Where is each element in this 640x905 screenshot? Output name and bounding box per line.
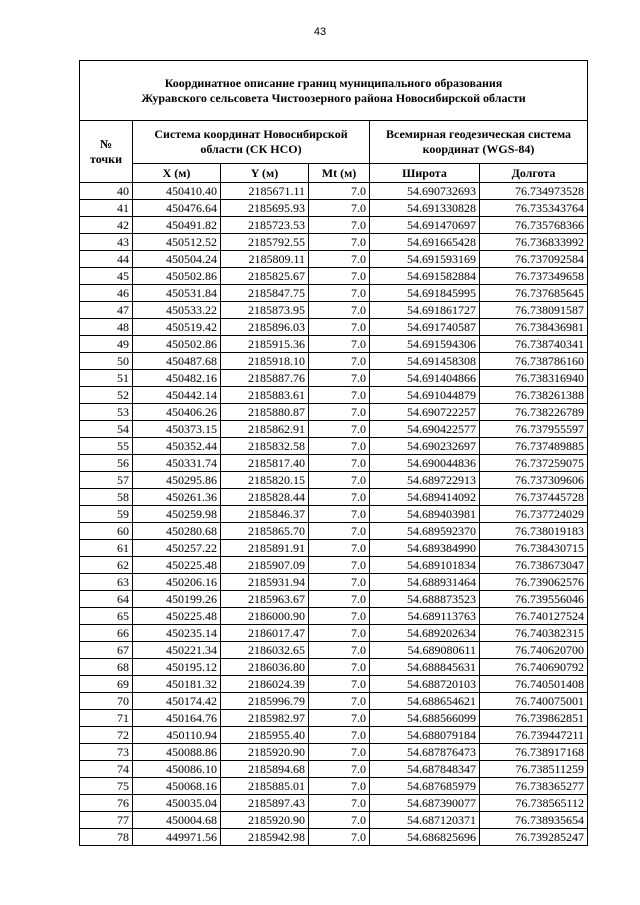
point-number-cell: 41 xyxy=(80,200,133,217)
x-cell: 450110.94 xyxy=(133,727,221,744)
point-number-cell: 64 xyxy=(80,591,133,608)
longitude-cell: 76.738565112 xyxy=(480,795,588,812)
table-row xyxy=(80,540,588,557)
point-number-cell: 59 xyxy=(80,506,133,523)
longitude-cell: 76.739447211 xyxy=(480,727,588,744)
table-row xyxy=(80,693,588,710)
point-number-cell: 53 xyxy=(80,404,133,421)
y-cell: 2185883.61 xyxy=(221,387,309,404)
latitude-cell: 54.691582884 xyxy=(370,268,480,285)
mt-cell: 7.0 xyxy=(309,540,370,557)
mt-cell: 7.0 xyxy=(309,438,370,455)
longitude-cell: 76.740382315 xyxy=(480,625,588,642)
point-number-cell: 48 xyxy=(80,319,133,336)
mt-cell: 7.0 xyxy=(309,472,370,489)
latitude-cell: 54.691845995 xyxy=(370,285,480,302)
table-row xyxy=(80,404,588,421)
x-cell: 450206.16 xyxy=(133,574,221,591)
mt-cell: 7.0 xyxy=(309,336,370,353)
mt-cell: 7.0 xyxy=(309,761,370,778)
point-number-cell: 46 xyxy=(80,285,133,302)
longitude-cell: 76.737309606 xyxy=(480,472,588,489)
x-cell: 450406.26 xyxy=(133,404,221,421)
table-row xyxy=(80,472,588,489)
y-cell: 2185996.79 xyxy=(221,693,309,710)
mt-cell: 7.0 xyxy=(309,812,370,829)
x-cell: 450512.52 xyxy=(133,234,221,251)
table-row xyxy=(80,319,588,336)
mt-cell: 7.0 xyxy=(309,778,370,795)
x-cell: 450235.14 xyxy=(133,625,221,642)
longitude-cell: 76.737955597 xyxy=(480,421,588,438)
mt-cell: 7.0 xyxy=(309,591,370,608)
point-number-cell: 57 xyxy=(80,472,133,489)
longitude-cell: 76.739862851 xyxy=(480,710,588,727)
point-number-cell: 43 xyxy=(80,234,133,251)
y-cell: 2185894.68 xyxy=(221,761,309,778)
latitude-cell: 54.686825696 xyxy=(370,829,480,846)
point-number-cell: 56 xyxy=(80,455,133,472)
x-cell: 450004.68 xyxy=(133,812,221,829)
point-number-cell: 58 xyxy=(80,489,133,506)
y-cell: 2185873.95 xyxy=(221,302,309,319)
latitude-column-header: Широта xyxy=(370,164,480,183)
latitude-cell: 54.691740587 xyxy=(370,319,480,336)
longitude-cell: 76.738786160 xyxy=(480,353,588,370)
y-cell: 2185918.10 xyxy=(221,353,309,370)
mt-cell: 7.0 xyxy=(309,183,370,200)
longitude-cell: 76.738430715 xyxy=(480,540,588,557)
table-row xyxy=(80,251,588,268)
latitude-cell: 54.689722913 xyxy=(370,472,480,489)
point-number-cell: 51 xyxy=(80,370,133,387)
table-row xyxy=(80,370,588,387)
table-row xyxy=(80,829,588,846)
x-cell: 450482.16 xyxy=(133,370,221,387)
mt-cell: 7.0 xyxy=(309,642,370,659)
longitude-cell: 76.736833992 xyxy=(480,234,588,251)
x-cell: 450088.86 xyxy=(133,744,221,761)
table-row xyxy=(80,200,588,217)
table-row xyxy=(80,455,588,472)
table-body xyxy=(80,183,588,846)
mt-cell: 7.0 xyxy=(309,829,370,846)
table-row xyxy=(80,217,588,234)
table-row xyxy=(80,642,588,659)
longitude-cell: 76.740620700 xyxy=(480,642,588,659)
table-row xyxy=(80,591,588,608)
mt-cell: 7.0 xyxy=(309,795,370,812)
table-title-line-2: Журавского сельсовета Чистоозерного района Новосибирской области xyxy=(141,90,526,105)
mt-cell: 7.0 xyxy=(309,506,370,523)
table-row xyxy=(80,727,588,744)
y-cell: 2185820.15 xyxy=(221,472,309,489)
latitude-cell: 54.691593169 xyxy=(370,251,480,268)
latitude-cell: 54.688079184 xyxy=(370,727,480,744)
mt-cell: 7.0 xyxy=(309,608,370,625)
x-cell: 450257.22 xyxy=(133,540,221,557)
table-row xyxy=(80,234,588,251)
y-cell: 2185885.01 xyxy=(221,778,309,795)
x-cell: 450068.16 xyxy=(133,778,221,795)
latitude-cell: 54.691044879 xyxy=(370,387,480,404)
y-cell: 2186000.90 xyxy=(221,608,309,625)
mt-cell: 7.0 xyxy=(309,676,370,693)
y-cell: 2185846.37 xyxy=(221,506,309,523)
y-cell: 2185931.94 xyxy=(221,574,309,591)
y-cell: 2185955.40 xyxy=(221,727,309,744)
point-number-cell: 61 xyxy=(80,540,133,557)
mt-cell: 7.0 xyxy=(309,523,370,540)
y-cell: 2185809.11 xyxy=(221,251,309,268)
mt-cell: 7.0 xyxy=(309,404,370,421)
table-row xyxy=(80,625,588,642)
mt-cell: 7.0 xyxy=(309,455,370,472)
mt-cell: 7.0 xyxy=(309,268,370,285)
longitude-cell: 76.739556046 xyxy=(480,591,588,608)
longitude-cell: 76.738935654 xyxy=(480,812,588,829)
y-column-header: Y (м) xyxy=(221,164,309,183)
longitude-cell: 76.740075001 xyxy=(480,693,588,710)
x-cell: 450295.86 xyxy=(133,472,221,489)
mt-cell: 7.0 xyxy=(309,625,370,642)
latitude-cell: 54.689113763 xyxy=(370,608,480,625)
point-number-cell: 72 xyxy=(80,727,133,744)
table-row xyxy=(80,353,588,370)
longitude-cell: 76.740690792 xyxy=(480,659,588,676)
mt-cell: 7.0 xyxy=(309,217,370,234)
latitude-cell: 54.688845631 xyxy=(370,659,480,676)
y-cell: 2185817.40 xyxy=(221,455,309,472)
y-cell: 2186032.65 xyxy=(221,642,309,659)
longitude-cell: 76.734973528 xyxy=(480,183,588,200)
y-cell: 2186036.80 xyxy=(221,659,309,676)
local-system-header: Система координат Новосибирской области (СК НСО) xyxy=(133,121,370,164)
mt-cell: 7.0 xyxy=(309,285,370,302)
x-cell: 450352.44 xyxy=(133,438,221,455)
x-cell: 450531.84 xyxy=(133,285,221,302)
table-row xyxy=(80,268,588,285)
latitude-cell: 54.687685979 xyxy=(370,778,480,795)
longitude-cell: 76.739062576 xyxy=(480,574,588,591)
x-cell: 450373.15 xyxy=(133,421,221,438)
x-cell: 450221.34 xyxy=(133,642,221,659)
latitude-cell: 54.690722257 xyxy=(370,404,480,421)
table-row xyxy=(80,336,588,353)
mt-cell: 7.0 xyxy=(309,370,370,387)
y-cell: 2185915.36 xyxy=(221,336,309,353)
y-cell: 2185942.98 xyxy=(221,829,309,846)
table-row xyxy=(80,285,588,302)
y-cell: 2185695.93 xyxy=(221,200,309,217)
point-number-cell: 78 xyxy=(80,829,133,846)
longitude-cell: 76.737685645 xyxy=(480,285,588,302)
point-number-header xyxy=(80,121,133,183)
mt-column-header: Mt (м) xyxy=(309,164,370,183)
point-number-cell: 73 xyxy=(80,744,133,761)
mt-cell: 7.0 xyxy=(309,302,370,319)
y-cell: 2185920.90 xyxy=(221,744,309,761)
latitude-cell: 54.691861727 xyxy=(370,302,480,319)
longitude-cell: 76.738511259 xyxy=(480,761,588,778)
x-cell: 450502.86 xyxy=(133,336,221,353)
x-cell: 450476.64 xyxy=(133,200,221,217)
latitude-cell: 54.690732693 xyxy=(370,183,480,200)
table-row xyxy=(80,574,588,591)
y-cell: 2185897.43 xyxy=(221,795,309,812)
latitude-cell: 54.689403981 xyxy=(370,506,480,523)
wgs84-system-header: Всемирная геодезическая система координат (WGS-84) xyxy=(370,121,588,164)
latitude-cell: 54.689414092 xyxy=(370,489,480,506)
latitude-cell: 54.689080611 xyxy=(370,642,480,659)
longitude-cell: 76.735343764 xyxy=(480,200,588,217)
longitude-cell: 76.738365277 xyxy=(480,778,588,795)
coordinates-table xyxy=(79,60,588,846)
longitude-cell: 76.737349658 xyxy=(480,268,588,285)
table-row xyxy=(80,676,588,693)
y-cell: 2185907.09 xyxy=(221,557,309,574)
mt-cell: 7.0 xyxy=(309,744,370,761)
point-number-cell: 66 xyxy=(80,625,133,642)
point-number-cell: 55 xyxy=(80,438,133,455)
table-row xyxy=(80,812,588,829)
mt-cell: 7.0 xyxy=(309,557,370,574)
point-number-cell: 52 xyxy=(80,387,133,404)
mt-cell: 7.0 xyxy=(309,710,370,727)
table-row xyxy=(80,608,588,625)
y-cell: 2186017.47 xyxy=(221,625,309,642)
point-number-cell: 54 xyxy=(80,421,133,438)
longitude-cell: 76.737445728 xyxy=(480,489,588,506)
x-cell: 450181.32 xyxy=(133,676,221,693)
y-cell: 2185865.70 xyxy=(221,523,309,540)
point-number-cell: 65 xyxy=(80,608,133,625)
latitude-cell: 54.690232697 xyxy=(370,438,480,455)
longitude-cell: 76.738740341 xyxy=(480,336,588,353)
latitude-cell: 54.687390077 xyxy=(370,795,480,812)
y-cell: 2185920.90 xyxy=(221,812,309,829)
mt-cell: 7.0 xyxy=(309,200,370,217)
y-cell: 2186024.39 xyxy=(221,676,309,693)
point-number-cell: 45 xyxy=(80,268,133,285)
longitude-cell: 76.738316940 xyxy=(480,370,588,387)
latitude-cell: 54.691404866 xyxy=(370,370,480,387)
longitude-cell: 76.738917168 xyxy=(480,744,588,761)
point-number-cell: 71 xyxy=(80,710,133,727)
x-cell: 450410.40 xyxy=(133,183,221,200)
longitude-cell: 76.737489885 xyxy=(480,438,588,455)
y-cell: 2185832.58 xyxy=(221,438,309,455)
x-cell: 450164.76 xyxy=(133,710,221,727)
y-cell: 2185671.11 xyxy=(221,183,309,200)
longitude-column-header: Долгота xyxy=(480,164,588,183)
x-cell: 450174.42 xyxy=(133,693,221,710)
longitude-cell: 76.740501408 xyxy=(480,676,588,693)
y-cell: 2185723.53 xyxy=(221,217,309,234)
latitude-cell: 54.688720103 xyxy=(370,676,480,693)
latitude-cell: 54.691665428 xyxy=(370,234,480,251)
longitude-cell: 76.739285247 xyxy=(480,829,588,846)
mt-cell: 7.0 xyxy=(309,489,370,506)
mt-cell: 7.0 xyxy=(309,234,370,251)
table-row xyxy=(80,523,588,540)
longitude-cell: 76.737724029 xyxy=(480,506,588,523)
x-cell: 450225.48 xyxy=(133,608,221,625)
y-cell: 2185891.91 xyxy=(221,540,309,557)
mt-cell: 7.0 xyxy=(309,659,370,676)
latitude-cell: 54.691594306 xyxy=(370,336,480,353)
longitude-cell: 76.737259075 xyxy=(480,455,588,472)
point-number-cell: 50 xyxy=(80,353,133,370)
x-cell: 450504.24 xyxy=(133,251,221,268)
page-number: 43 xyxy=(313,26,327,38)
longitude-cell: 76.740127524 xyxy=(480,608,588,625)
table-row xyxy=(80,506,588,523)
table-row xyxy=(80,438,588,455)
x-column-header: X (м) xyxy=(133,164,221,183)
point-number-cell: 69 xyxy=(80,676,133,693)
mt-cell: 7.0 xyxy=(309,693,370,710)
x-cell: 450502.86 xyxy=(133,268,221,285)
latitude-cell: 54.690422577 xyxy=(370,421,480,438)
table-row xyxy=(80,489,588,506)
table-row xyxy=(80,387,588,404)
latitude-cell: 54.691470697 xyxy=(370,217,480,234)
x-cell: 450086.10 xyxy=(133,761,221,778)
table-row xyxy=(80,183,588,200)
x-cell: 450331.74 xyxy=(133,455,221,472)
x-cell: 450491.82 xyxy=(133,217,221,234)
longitude-cell: 76.738673047 xyxy=(480,557,588,574)
y-cell: 2185792.55 xyxy=(221,234,309,251)
y-cell: 2185825.67 xyxy=(221,268,309,285)
point-number-cell: 40 xyxy=(80,183,133,200)
point-number-cell: 77 xyxy=(80,812,133,829)
table-row xyxy=(80,744,588,761)
point-number-cell: 70 xyxy=(80,693,133,710)
latitude-cell: 54.687848347 xyxy=(370,761,480,778)
point-number-cell: 44 xyxy=(80,251,133,268)
longitude-cell: 76.738019183 xyxy=(480,523,588,540)
y-cell: 2185887.76 xyxy=(221,370,309,387)
point-number-cell: 42 xyxy=(80,217,133,234)
table-row xyxy=(80,761,588,778)
y-cell: 2185963.67 xyxy=(221,591,309,608)
latitude-cell: 54.687120371 xyxy=(370,812,480,829)
latitude-cell: 54.691458308 xyxy=(370,353,480,370)
x-cell: 450261.36 xyxy=(133,489,221,506)
point-number-cell: 74 xyxy=(80,761,133,778)
latitude-cell: 54.689202634 xyxy=(370,625,480,642)
longitude-cell: 76.738436981 xyxy=(480,319,588,336)
x-cell: 450259.98 xyxy=(133,506,221,523)
y-cell: 2185896.03 xyxy=(221,319,309,336)
table-row xyxy=(80,557,588,574)
table-row xyxy=(80,421,588,438)
longitude-cell: 76.738091587 xyxy=(480,302,588,319)
x-cell: 450035.04 xyxy=(133,795,221,812)
point-number-cell: 49 xyxy=(80,336,133,353)
mt-cell: 7.0 xyxy=(309,421,370,438)
longitude-cell: 76.738226789 xyxy=(480,404,588,421)
table-row xyxy=(80,778,588,795)
table-row xyxy=(80,659,588,676)
x-cell: 450533.22 xyxy=(133,302,221,319)
mt-cell: 7.0 xyxy=(309,387,370,404)
point-number-header-line-2: точки xyxy=(89,151,123,166)
table-title-line-1: Координатное описание границ муниципального образования xyxy=(164,75,503,90)
point-number-header-line-1: № xyxy=(99,136,113,151)
x-cell: 450487.68 xyxy=(133,353,221,370)
mt-cell: 7.0 xyxy=(309,251,370,268)
point-number-cell: 68 xyxy=(80,659,133,676)
latitude-cell: 54.691330828 xyxy=(370,200,480,217)
mt-cell: 7.0 xyxy=(309,727,370,744)
point-number-cell: 76 xyxy=(80,795,133,812)
y-cell: 2185828.44 xyxy=(221,489,309,506)
latitude-cell: 54.689101834 xyxy=(370,557,480,574)
latitude-cell: 54.688873523 xyxy=(370,591,480,608)
table-row xyxy=(80,710,588,727)
x-cell: 449971.56 xyxy=(133,829,221,846)
y-cell: 2185847.75 xyxy=(221,285,309,302)
y-cell: 2185862.91 xyxy=(221,421,309,438)
x-cell: 450442.14 xyxy=(133,387,221,404)
point-number-cell: 60 xyxy=(80,523,133,540)
latitude-cell: 54.688654621 xyxy=(370,693,480,710)
point-number-cell: 63 xyxy=(80,574,133,591)
longitude-cell: 76.735768366 xyxy=(480,217,588,234)
x-cell: 450199.26 xyxy=(133,591,221,608)
mt-cell: 7.0 xyxy=(309,353,370,370)
latitude-cell: 54.689592370 xyxy=(370,523,480,540)
table-row xyxy=(80,795,588,812)
x-cell: 450225.48 xyxy=(133,557,221,574)
point-number-cell: 67 xyxy=(80,642,133,659)
x-cell: 450280.68 xyxy=(133,523,221,540)
table-title xyxy=(80,61,588,121)
latitude-cell: 54.690044836 xyxy=(370,455,480,472)
mt-cell: 7.0 xyxy=(309,574,370,591)
point-number-cell: 75 xyxy=(80,778,133,795)
longitude-cell: 76.737092584 xyxy=(480,251,588,268)
mt-cell: 7.0 xyxy=(309,319,370,336)
table-row xyxy=(80,302,588,319)
latitude-cell: 54.688931464 xyxy=(370,574,480,591)
x-cell: 450195.12 xyxy=(133,659,221,676)
y-cell: 2185880.87 xyxy=(221,404,309,421)
y-cell: 2185982.97 xyxy=(221,710,309,727)
x-cell: 450519.42 xyxy=(133,319,221,336)
longitude-cell: 76.738261388 xyxy=(480,387,588,404)
point-number-cell: 47 xyxy=(80,302,133,319)
latitude-cell: 54.687876473 xyxy=(370,744,480,761)
latitude-cell: 54.689384990 xyxy=(370,540,480,557)
latitude-cell: 54.688566099 xyxy=(370,710,480,727)
point-number-cell: 62 xyxy=(80,557,133,574)
